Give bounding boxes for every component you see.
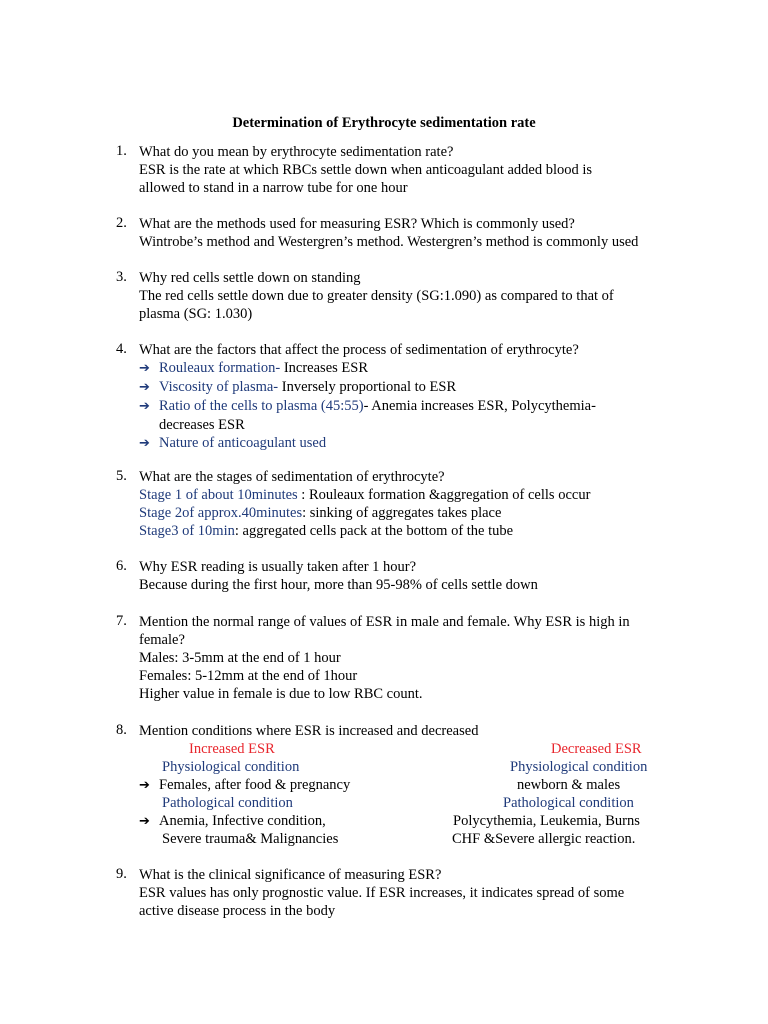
arrow-icon: ➔ <box>139 436 150 451</box>
question-7 <box>116 613 676 703</box>
answer-text: ESR is the rate at which RBCs settle down when anticoagulant added blood is <box>139 162 593 178</box>
question-text: Mention conditions where ESR is increased and decreased <box>139 723 479 739</box>
question-4 <box>116 341 676 453</box>
question-text: Why ESR reading is usually taken after 1 hour? <box>139 559 417 575</box>
answer-text: active disease process in the body <box>139 903 336 919</box>
physiological-decreased: newborn & males <box>517 777 621 793</box>
question-number: 1. <box>116 143 127 159</box>
pathological-increased: Anemia, Infective condition, <box>159 813 326 829</box>
question-number: 7. <box>116 613 127 629</box>
question-text: female? <box>139 632 185 648</box>
question-text: What do you mean by erythrocyte sedimentation rate? <box>139 144 454 160</box>
males-range: Males: 3-5mm at the end of 1 hour <box>139 650 341 666</box>
question-number: 3. <box>116 269 127 285</box>
question-number: 4. <box>116 341 127 357</box>
pathological-decreased-cont: CHF &Severe allergic reaction. <box>452 831 636 847</box>
question-text: Mention the normal range of values of ESR in male and female. Why ESR is high in <box>139 614 630 630</box>
document-title: Determination of Erythrocyte sedimentation rate <box>232 115 536 131</box>
factor-item <box>139 378 676 397</box>
question-number: 6. <box>116 558 127 574</box>
question-9 <box>116 866 676 920</box>
answer-text: Wintrobe’s method and Westergren’s method. Westergren’s method is commonly used <box>139 234 639 250</box>
arrow-icon: ➔ <box>139 778 150 793</box>
question-text: What are the factors that affect the process of sedimentation of erythrocyte? <box>139 342 579 358</box>
answer-text: allowed to stand in a narrow tube for one hour <box>139 180 408 196</box>
factor-term: Nature of anticoagulant used <box>159 435 327 451</box>
answer-text: Because during the first hour, more than 95-98% of cells settle down <box>139 577 538 593</box>
question-1 <box>116 143 676 197</box>
question-6 <box>116 558 676 594</box>
factor-term: Ratio of the cells to plasma (45:55) <box>159 398 364 414</box>
question-number: 8. <box>116 722 127 738</box>
stage-item <box>139 486 676 504</box>
factor-desc: Inversely proportional to ESR <box>278 379 457 395</box>
females-range: Females: 5-12mm at the end of 1hour <box>139 668 358 684</box>
arrow-icon: ➔ <box>139 814 150 829</box>
arrow-icon: ➔ <box>139 361 150 376</box>
stage-item <box>139 504 676 522</box>
pathological-heading-left: Pathological condition <box>162 795 293 811</box>
stage-desc: : sinking of aggregates takes place <box>302 505 502 521</box>
answer-text: The red cells settle down due to greater density (SG:1.090) as compared to that of <box>139 288 614 304</box>
factor-desc: - Anemia increases ESR, Polycythemia- <box>363 398 596 414</box>
physiological-heading-right: Physiological condition <box>510 759 648 775</box>
question-text: What is the clinical significance of measuring ESR? <box>139 867 442 883</box>
pathological-increased-cont: Severe trauma& Malignancies <box>162 831 339 847</box>
stage-term: Stage3 of 10min <box>139 523 235 539</box>
question-3 <box>116 269 676 323</box>
answer-text: Higher value in female is due to low RBC count. <box>139 686 423 702</box>
physiological-heading-left: Physiological condition <box>162 759 300 775</box>
factor-item <box>139 434 676 453</box>
increased-esr-heading: Increased ESR <box>189 741 275 757</box>
factor-item-continuation: decreases ESR <box>159 417 245 433</box>
question-text: What are the methods used for measuring ESR? Which is commonly used? <box>139 216 575 232</box>
question-number: 9. <box>116 866 127 882</box>
stage-item <box>139 522 676 540</box>
arrow-icon: ➔ <box>139 380 150 395</box>
factor-item <box>139 359 676 378</box>
decreased-esr-heading: Decreased ESR <box>551 741 642 757</box>
stage-term: Stage 2of approx.40minutes <box>139 505 303 521</box>
pathological-decreased: Polycythemia, Leukemia, Burns <box>453 813 640 829</box>
question-number: 2. <box>116 215 127 231</box>
pathological-heading-right: Pathological condition <box>503 795 634 811</box>
question-5 <box>116 468 676 540</box>
question-text: What are the stages of sedimentation of erythrocyte? <box>139 469 445 485</box>
answer-text: ESR values has only prognostic value. If ESR increases, it indicates spread of some <box>139 885 625 901</box>
question-8 <box>116 722 676 848</box>
factor-term: Rouleaux formation- <box>159 360 281 376</box>
question-text: Why red cells settle down on standing <box>139 270 361 286</box>
stage-term: Stage 1 of about 10minutes <box>139 487 298 503</box>
factor-term: Viscosity of plasma- <box>159 379 279 395</box>
factor-desc: Increases ESR <box>280 360 368 376</box>
factor-item <box>139 397 676 416</box>
question-2 <box>116 215 676 251</box>
answer-text: plasma (SG: 1.030) <box>139 306 253 322</box>
stage-desc: : Rouleaux formation &aggregation of cells occur <box>297 487 591 503</box>
stage-desc: : aggregated cells pack at the bottom of the tube <box>234 523 514 539</box>
question-number: 5. <box>116 468 127 484</box>
physiological-increased: Females, after food & pregnancy <box>159 777 351 793</box>
arrow-icon: ➔ <box>139 399 150 414</box>
